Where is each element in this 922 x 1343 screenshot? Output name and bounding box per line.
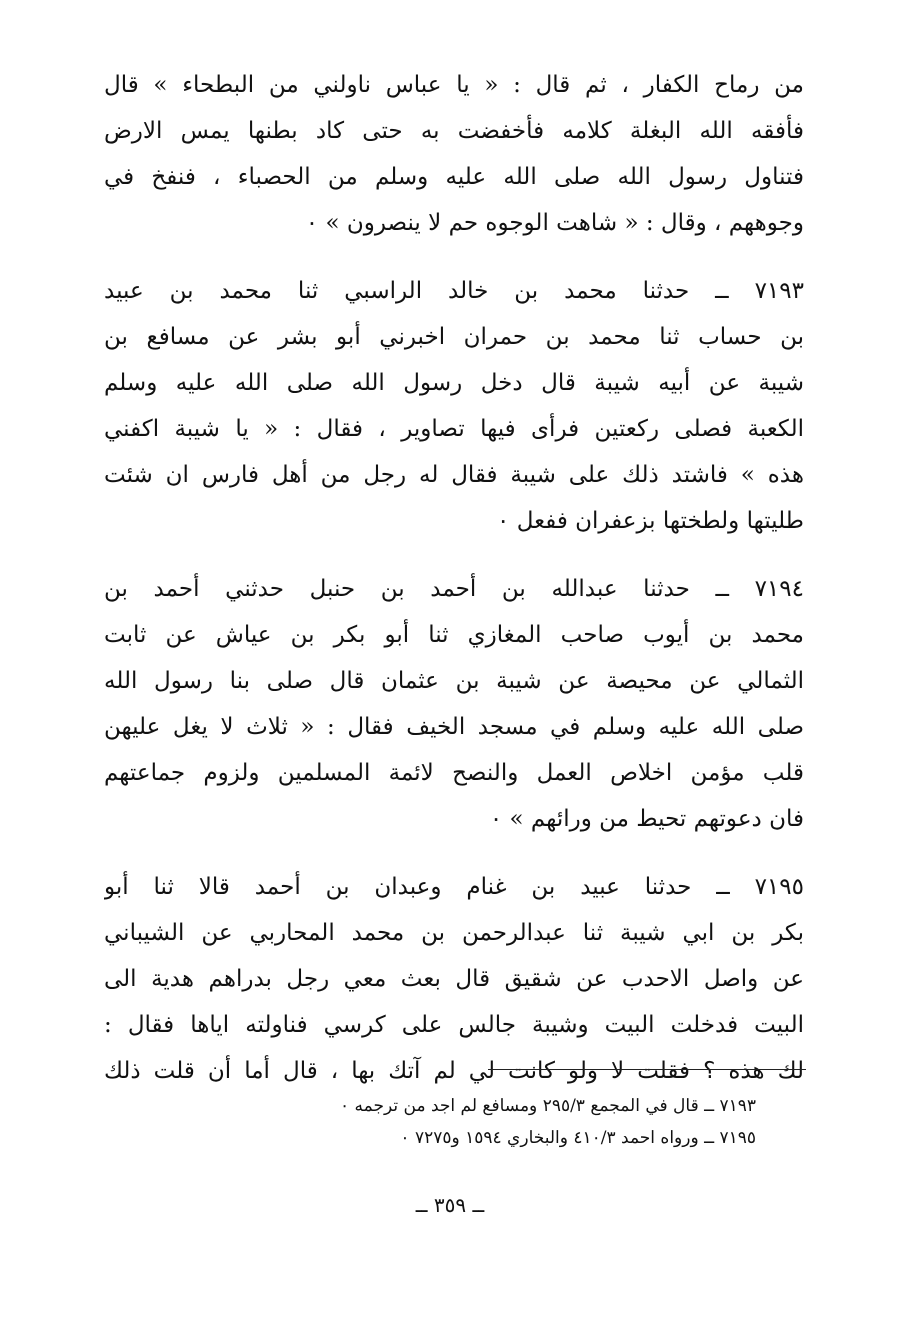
text-line: بن حساب ثنا محمد بن حمران اخبرني أبو بشر عن مسافع بن: [104, 324, 804, 350]
hadith-7193: [104, 268, 804, 544]
text-line: لك هذه ؟ فقلت لا ولو كانت لي لم آتك بها ، قال أما أن قلت ذلك: [104, 1058, 804, 1084]
hadith-7195: [104, 864, 804, 1094]
footnote-7193: ٧١٩٣ ــ قال في المجمع ٢٩٥/٣ ومسافع لم اجد من ترجمه ٠: [340, 1096, 756, 1116]
text-line: البيت فدخلت البيت وشيبة جالس على كرسي فناولته اياها فقال :: [104, 1012, 804, 1038]
text-line: عن واصل الاحدب عن شقيق قال بعث معي رجل بدراهم هدية الى: [104, 966, 804, 992]
footnote-7195: ٧١٩٥ ــ ورواه احمد ٤١٠/٣ والبخاري ١٥٩٤ و٧٢٧٥ ٠: [400, 1128, 756, 1148]
footnotes: [150, 1090, 756, 1154]
main-text: [104, 62, 804, 1094]
page-number: ــ ٣٥٩ ــ: [415, 1193, 485, 1217]
hadith-7194: [104, 566, 804, 842]
text-line: فتناول رسول الله صلى الله عليه وسلم من الحصباء ، فنفخ في: [104, 164, 804, 190]
text-line: فان دعوتهم تحيط من ورائهم » ٠: [489, 806, 804, 832]
text-line: الكعبة فصلى ركعتين فرأى فيها تصاوير ، فقال : « يا شيبة اكفني: [104, 416, 804, 442]
text-line: ٧١٩٥ ــ حدثنا عبيد بن غنام وعبدان بن أحمد قالا ثنا أبو: [104, 874, 804, 900]
paragraph-spacer: [104, 544, 804, 566]
text-line: قلب مؤمن اخلاص العمل والنصح لائمة المسلمين ولزوم جماعتهم: [104, 760, 804, 786]
text-line: طليتها ولطختها بزعفران ففعل ٠: [497, 508, 804, 534]
paragraph-intro: [104, 62, 804, 246]
paragraph-spacer: [104, 842, 804, 864]
text-line: فأفقه الله البغلة كلامه فأخفضت به حتى كاد بطنها يمس الارض: [104, 118, 804, 144]
text-line: الثمالي عن محيصة عن شيبة بن عثمان قال صلى بنا رسول الله: [104, 668, 804, 694]
text-line: وجوههم ، وقال : « شاهت الوجوه حم لا ينصرون » ٠: [305, 210, 804, 236]
footnote-divider: [488, 1069, 806, 1070]
text-line: ٧١٩٣ ــ حدثنا محمد بن خالد الراسبي ثنا محمد بن عبيد: [104, 278, 804, 304]
text-line: شيبة عن أبيه شيبة قال دخل رسول الله صلى الله عليه وسلم: [104, 370, 804, 396]
text-line: ٧١٩٤ ــ حدثنا عبدالله بن أحمد بن حنبل حدثني أحمد بن: [104, 576, 804, 602]
text-line: من رماح الكفار ، ثم قال : « يا عباس ناولني من البطحاء » قال: [104, 72, 804, 98]
paragraph-spacer: [104, 246, 804, 268]
text-line: صلى الله عليه وسلم في مسجد الخيف فقال : « ثلاث لا يغل عليهن: [104, 714, 804, 740]
text-line: محمد بن أيوب صاحب المغازي ثنا أبو بكر بن عياش عن ثابت: [104, 622, 804, 648]
text-line: بكر بن ابي شيبة ثنا عبدالرحمن بن محمد المحاربي عن الشيباني: [104, 920, 804, 946]
text-line: هذه » فاشتد ذلك على شيبة فقال له رجل من أهل فارس ان شئت: [104, 462, 804, 488]
